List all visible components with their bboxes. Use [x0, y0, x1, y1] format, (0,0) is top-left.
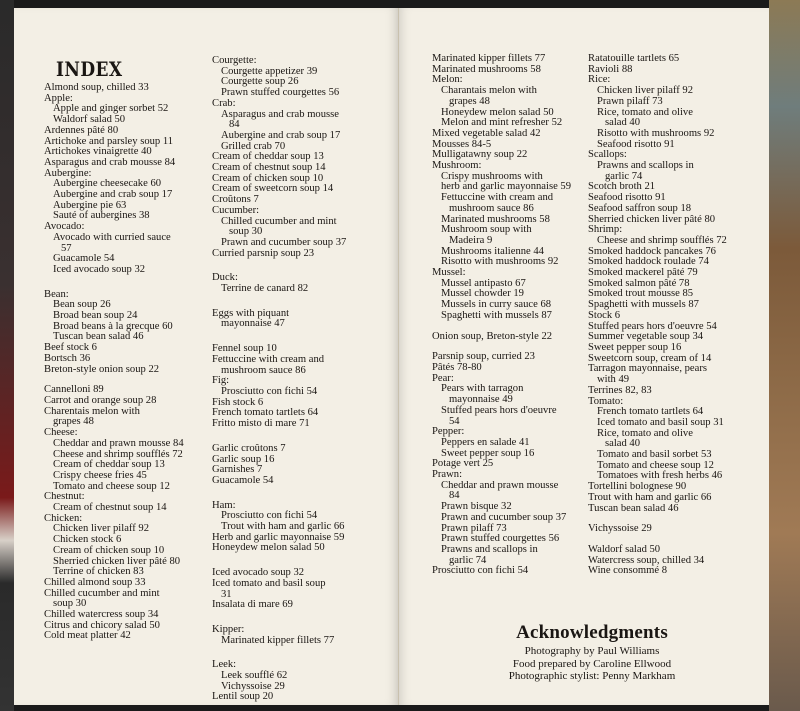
index-entry: Stuffed pears hors d'oeuvre 54 [588, 320, 717, 332]
index-subentry: Honeydew melon salad 50 [441, 106, 554, 118]
index-entry: Spaghetti with mussels 87 [588, 299, 699, 311]
index-entry: Potage vert 25 [432, 458, 494, 470]
index-entry: Chilled almond soup 33 [44, 576, 146, 588]
index-subentry: Prawn stuffed courgettes 56 [221, 87, 340, 99]
index-column-3 [432, 54, 592, 577]
index-spacer [212, 646, 392, 660]
index-subentry: Sherried chicken liver pâté 80 [53, 555, 181, 567]
index-subentry: Avocado with curried sauce [53, 231, 171, 243]
index-subentry: Prawn pilaff 73 [597, 95, 663, 107]
index-entry: Pâtés 78-80 [432, 361, 482, 373]
index-subentry: Crispy mushrooms with [441, 170, 543, 182]
index-entry: Prawn: [432, 469, 463, 481]
index-entry: Mousses 84-5 [432, 138, 492, 150]
index-entry: Smoked salmon pâté 78 [588, 277, 690, 289]
index-entry: Garlic croûtons 7 [212, 442, 286, 454]
index-subentry: Mussel chowder 19 [441, 288, 524, 300]
index-subentry: Cheddar and prawn mousse [441, 479, 559, 491]
index-subentry: Peppers en salade 41 [441, 436, 530, 448]
index-entry: Fettuccine with cream and [212, 353, 325, 365]
index-entry: Cheese: [44, 427, 78, 439]
index-subentry: Seafood risotto 91 [597, 138, 675, 150]
index-subentry: salad 40 [605, 438, 641, 450]
index-entry: Marinated mushrooms 58 [432, 63, 541, 75]
index-subentry: Tomatoes with fresh herbs 46 [597, 470, 723, 482]
index-entry: Chestnut: [44, 491, 85, 503]
index-subentry: Cream of chestnut soup 14 [53, 502, 167, 514]
index-entry: Courgette: [212, 55, 257, 66]
acknowledgments-block [482, 622, 702, 683]
index-entry: Iced tomato and basil soup [212, 577, 326, 589]
index-entry: Stock 6 [588, 309, 621, 321]
index-subentry: Courgette appetizer 39 [221, 65, 318, 77]
index-entry: Avocado: [44, 221, 85, 233]
index-subentry: 57 [61, 242, 72, 254]
index-spacer [212, 430, 392, 444]
index-entry: Tarragon mayonnaise, pears [588, 363, 707, 375]
index-subentry: grapes 48 [449, 95, 490, 107]
acknowledgments-line: Food prepared by Caroline Ellwood [512, 657, 672, 670]
index-subentry: Aubergine and crab soup 17 [221, 129, 341, 141]
index-entry: Honeydew melon salad 50 [212, 542, 325, 554]
index-subentry: Chilled cucumber and mint [221, 215, 337, 227]
index-subentry: Iced tomato and basil soup 31 [597, 416, 724, 428]
index-entry: Smoked haddock roulade 74 [588, 256, 709, 268]
index-entry: Ham: [212, 499, 236, 511]
index-entry: Leek: [212, 659, 237, 671]
index-entry: Croûtons 7 [212, 194, 259, 206]
index-subentry: Madeira 9 [449, 234, 493, 246]
index-subentry: Cheese and shrimp soufflés 72 [597, 234, 727, 246]
index-entry: Garlic soup 16 [212, 453, 275, 465]
index-column-4 [588, 54, 768, 577]
left-book-edge [0, 0, 14, 711]
index-subentry: Grilled crab 70 [221, 140, 286, 152]
index-subentry: Tuscan bean salad 46 [53, 331, 144, 343]
index-entry: Waldorf salad 50 [588, 543, 661, 555]
index-subentry: Mushroom soup with [441, 224, 532, 236]
index-entry: Marinated kipper fillets 77 [432, 53, 546, 64]
index-subentry: grapes 48 [53, 416, 94, 428]
index-entry: Pear: [432, 372, 454, 384]
index-subentry: Melon and mint refresher 52 [441, 117, 563, 129]
index-spacer [44, 276, 204, 290]
index-entry: Duck: [212, 272, 238, 284]
index-entry: Tuscan bean salad 46 [588, 502, 679, 514]
index-entry: Garnishes 7 [212, 464, 263, 476]
index-subentry: garlic 74 [605, 170, 643, 182]
index-subentry: Marinated kipper fillets 77 [221, 634, 335, 646]
index-entry: French tomato tartlets 64 [212, 407, 319, 419]
index-entry: Vichyssoise 29 [588, 523, 652, 535]
index-subentry: mushroom sauce 86 [449, 202, 534, 214]
index-column-1 [44, 83, 204, 642]
index-subentry: Trout with ham and garlic 66 [221, 521, 345, 533]
index-title: INDEX [56, 57, 123, 81]
index-subentry: Risotto with mushrooms 92 [597, 127, 715, 139]
index-subentry: Marinated mushrooms 58 [441, 213, 550, 225]
index-spacer [212, 330, 392, 344]
index-entry: Melon: [432, 74, 463, 86]
index-subentry: Crispy cheese fries 45 [53, 469, 147, 481]
index-entry: Apple: [44, 92, 73, 104]
index-subentry: with 49 [597, 374, 630, 386]
index-subentry: Sweet pepper soup 16 [441, 447, 535, 459]
index-subentry: Risotto with mushrooms 92 [441, 256, 559, 268]
index-subentry: Prawns and scallops in [597, 160, 694, 172]
index-entry: Ratatouille tartlets 65 [588, 53, 680, 64]
index-entry: Mushroom: [432, 160, 482, 172]
index-entry: Herb and garlic mayonnaise 59 [212, 531, 345, 543]
index-column-2 [212, 56, 392, 703]
index-subentry: Iced avocado soup 32 [53, 263, 146, 275]
index-subentry: Prawn pilaff 73 [441, 522, 507, 534]
index-entry: Scallops: [588, 149, 627, 161]
index-subentry: 54 [449, 415, 460, 427]
index-entry: Sherried chicken liver pâté 80 [588, 213, 716, 225]
index-entry: Tomato: [588, 395, 624, 407]
index-subentry: Courgette soup 26 [221, 76, 299, 88]
index-subentry: Waldorf salad 50 [53, 114, 126, 126]
index-entry: Watercress soup, chilled 34 [588, 554, 705, 566]
index-subentry: Apple and ginger sorbet 52 [53, 103, 169, 115]
index-entry: Eggs with piquant [212, 307, 290, 319]
index-entry: Terrines 82, 83 [588, 384, 652, 396]
index-subentry: Chicken liver pilaff 92 [597, 85, 694, 97]
index-subentry: Vichyssoise 29 [221, 680, 285, 692]
index-entry: Smoked haddock pancakes 76 [588, 245, 716, 257]
index-entry: Cannelloni 89 [44, 384, 104, 396]
index-entry: Iced avocado soup 32 [212, 567, 305, 579]
index-entry: Lentil soup 20 [212, 691, 274, 703]
index-subentry: Prawns and scallops in [441, 543, 538, 555]
index-subentry: Broad bean soup 24 [53, 310, 138, 322]
index-subentry: Cheddar and prawn mousse 84 [53, 437, 184, 449]
index-entry: Breton-style onion soup 22 [44, 363, 160, 375]
index-entry: Shrimp: [588, 224, 623, 236]
index-subentry: Chicken liver pilaff 92 [53, 523, 150, 535]
index-entry: Fritto misto di mare 71 [212, 418, 310, 430]
index-subentry: Pears with tarragon [441, 383, 524, 395]
index-subentry: mayonnaise 49 [449, 394, 513, 406]
index-entry: Sweetcorn soup, cream of 14 [588, 352, 712, 364]
index-subentry: Aubergine pie 63 [53, 199, 127, 211]
index-subentry: mayonnaise 47 [221, 318, 285, 330]
index-subentry: Tomato and basil sorbet 53 [597, 449, 712, 461]
index-subentry: soup 30 [229, 226, 263, 238]
index-subentry: 31 [221, 588, 232, 600]
index-entry: Cold meat platter 42 [44, 630, 131, 642]
index-entry: Beef stock 6 [44, 342, 97, 354]
index-subentry: herb and garlic mayonnaise 59 [441, 181, 572, 193]
index-subentry: Terrine de canard 82 [221, 283, 309, 295]
index-entry: Mulligatawny soup 22 [432, 149, 528, 161]
index-subentry: Aubergine and crab soup 17 [53, 189, 173, 201]
index-subentry: Prawn and cucumber soup 37 [441, 511, 567, 523]
index-subentry: French tomato tartlets 64 [597, 406, 704, 418]
index-subentry: Terrine of chicken 83 [53, 566, 144, 578]
acknowledgments-line: Photography by Paul Williams [524, 645, 660, 657]
index-entry: Cucumber: [212, 204, 260, 216]
index-subentry: Leek soufflé 62 [221, 670, 288, 682]
index-entry: Parsnip soup, curried 23 [432, 351, 535, 363]
index-entry: Sweet pepper soup 16 [588, 341, 682, 353]
index-entry: Almond soup, chilled 33 [44, 82, 149, 93]
index-entry: Trout with ham and garlic 66 [588, 491, 712, 503]
index-entry: Fennel soup 10 [212, 343, 277, 355]
index-subentry: Stuffed pears hors d'oeuvre [441, 404, 557, 416]
index-entry: Citrus and chicory salad 50 [44, 619, 160, 631]
index-subentry: Spaghetti with mussels 87 [441, 309, 552, 321]
index-subentry: 84 [229, 119, 240, 131]
index-subentry: Asparagus and crab mousse [221, 108, 339, 120]
index-entry: Guacamole 54 [212, 474, 274, 486]
index-subentry: Tomato and cheese soup 12 [597, 459, 714, 471]
index-entry: Ravioli 88 [588, 63, 633, 75]
index-entry: Rice: [588, 74, 611, 86]
index-entry: Seafood risotto 91 [588, 192, 666, 204]
index-subentry: Cream of chicken soup 10 [53, 544, 165, 556]
index-entry: Ardennes pâté 80 [44, 124, 119, 136]
index-entry: Chicken: [44, 512, 83, 524]
right-book-edge [769, 0, 800, 711]
index-entry: Aubergine: [44, 167, 92, 179]
index-spacer [212, 259, 392, 273]
index-entry: Curried parsnip soup 23 [212, 247, 315, 259]
index-subentry: Rice, tomato and olive [597, 427, 693, 439]
acknowledgments-title: Acknowledgments [516, 622, 668, 643]
index-entry: Onion soup, Breton-style 22 [432, 330, 553, 342]
index-entry: Mixed vegetable salad 42 [432, 127, 541, 139]
index-subentry: Broad beans à la grecque 60 [53, 320, 173, 332]
index-spacer [212, 295, 392, 309]
index-subentry: Chicken stock 6 [53, 534, 122, 546]
index-subentry: Rice, tomato and olive [597, 106, 693, 118]
index-subentry: 84 [449, 490, 460, 502]
index-entry: Pepper: [432, 426, 465, 438]
index-subentry: Sauté of aubergines 38 [53, 210, 150, 222]
index-spacer [212, 487, 392, 501]
index-entry: Summer vegetable soup 34 [588, 331, 704, 343]
index-subentry: Bean soup 26 [53, 299, 111, 311]
index-subentry: Charantais melon with [441, 85, 537, 97]
index-subentry: Prawn and cucumber soup 37 [221, 236, 347, 248]
acknowledgments-line: Photographic stylist: Penny Markham [508, 670, 676, 682]
index-subentry: salad 40 [605, 117, 641, 129]
index-subentry: Guacamole 54 [53, 253, 115, 265]
index-subentry: soup 30 [53, 598, 87, 610]
index-subentry: Mussels in curry sauce 68 [441, 299, 552, 311]
index-entry: Cream of chestnut soup 14 [212, 162, 326, 174]
index-subentry: Tomato and cheese soup 12 [53, 480, 170, 492]
index-subentry: Mushrooms italienne 44 [441, 245, 544, 257]
index-entry: Bean: [44, 288, 69, 300]
index-entry: Insalata di mare 69 [212, 599, 293, 611]
index-subentry: mushroom sauce 86 [221, 364, 306, 376]
index-entry: Cream of sweetcorn soup 14 [212, 183, 334, 195]
index-entry: Cream of cheddar soup 13 [212, 151, 324, 163]
index-entry: Mussel: [432, 267, 466, 279]
index-subentry: Cream of cheddar soup 13 [53, 459, 165, 471]
index-entry: Tortellini bolognese 90 [588, 481, 687, 493]
index-entry: Wine consommé 8 [588, 565, 668, 577]
index-entry: Kipper: [212, 623, 245, 635]
index-entry: Smoked trout mousse 85 [588, 288, 694, 300]
index-subentry: Cheese and shrimp soufflés 72 [53, 448, 183, 460]
index-spacer [212, 611, 392, 625]
index-entry: Crab: [212, 97, 236, 109]
index-entry: Fig: [212, 375, 230, 387]
index-entry: Charentais melon with [44, 405, 140, 417]
index-subentry: Aubergine cheesecake 60 [53, 178, 162, 190]
index-subentry: Prosciutto con fichi 54 [221, 385, 318, 397]
index-entry: Chilled cucumber and mint [44, 587, 160, 599]
index-subentry: Prosciutto con fichi 54 [221, 510, 318, 522]
index-entry: Artichoke and parsley soup 11 [44, 135, 174, 147]
index-entry: Carrot and orange soup 28 [44, 394, 157, 406]
index-entry: Cream of chicken soup 10 [212, 172, 324, 184]
index-entry: Prosciutto con fichi 54 [432, 565, 529, 577]
index-subentry: Prawn bisque 32 [441, 501, 512, 513]
index-subentry: garlic 74 [449, 554, 487, 566]
index-entry: Smoked mackerel pâté 79 [588, 267, 698, 279]
index-entry: Seafood saffron soup 18 [588, 202, 692, 214]
index-entry: Artichokes vinaigrette 40 [44, 146, 152, 158]
index-entry: Asparagus and crab mousse 84 [44, 156, 176, 168]
index-subentry: Mussel antipasto 67 [441, 277, 526, 289]
index-subentry: Fettuccine with cream and [441, 192, 554, 204]
index-entry: Scotch broth 21 [588, 181, 656, 193]
index-entry: Fish stock 6 [212, 396, 264, 408]
index-subentry: Prawn stuffed courgettes 56 [441, 533, 560, 545]
index-entry: Bortsch 36 [44, 352, 91, 364]
index-entry: Chilled watercress soup 34 [44, 609, 159, 621]
index-spacer [212, 554, 392, 568]
